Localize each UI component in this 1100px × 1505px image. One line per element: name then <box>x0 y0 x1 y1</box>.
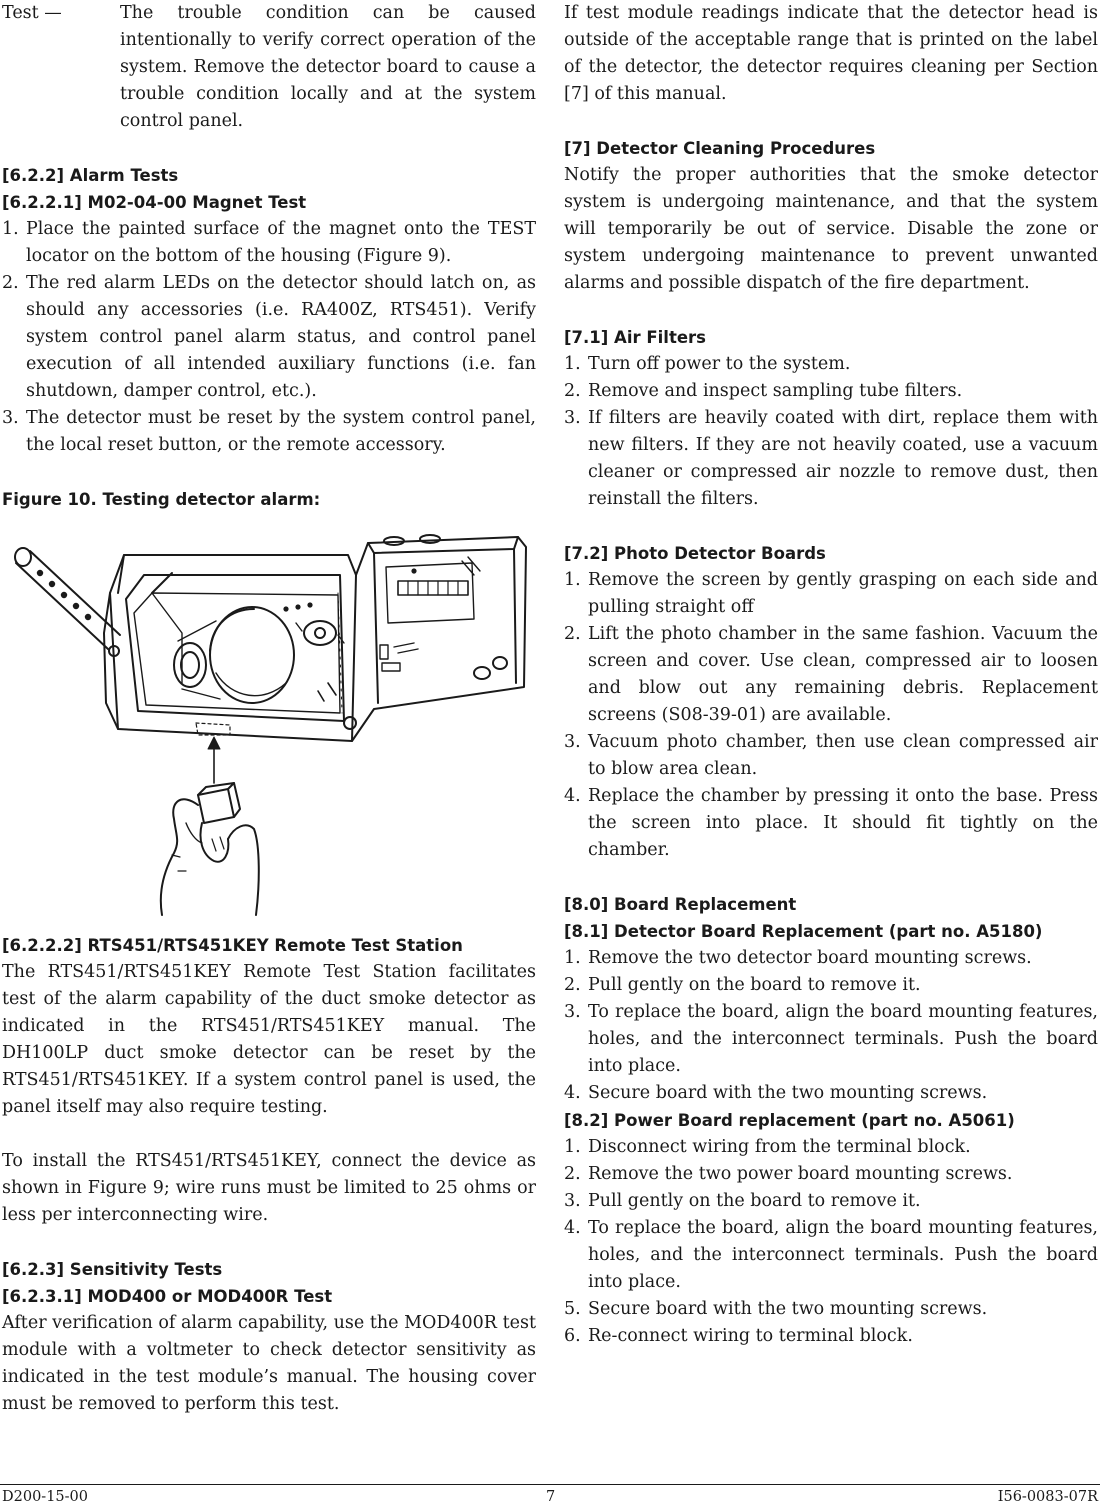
document-number: D200-15-00 <box>2 1489 89 1505</box>
test-note <box>2 0 536 135</box>
power-board-housing <box>352 535 526 741</box>
sensitivity-test-paragraph: After verification of alarm capability, use the MOD400R test module with a voltmeter to check detector sensitivity as indicated in the test module’s manual. The housing cover must be removed to perform this test. <box>2 1313 536 1414</box>
manual-number: I56-0083-07R <box>997 1489 1098 1505</box>
list-item: 2. Lift the photo chamber in the same fashion. Vacuum the screen and cover. Use clean, compressed air to loosen and blow out any remaining debris. Replacement screens (S08-39-01) are available. <box>564 624 1098 725</box>
figure-caption: Figure 10. Testing detector alarm: <box>2 490 321 509</box>
photo-detector-steps <box>564 567 1098 864</box>
list-item: 6. Re-connect wiring to terminal block. <box>564 1326 913 1346</box>
detector-alarm-test-illustration <box>2 523 536 918</box>
list-item: 2. Remove and inspect sampling tube filters. <box>564 381 963 401</box>
install-paragraph: To install the RTS451/RTS451KEY, connect the device as shown in Figure 9; wire runs must be limited to 25 ohms or less per interconnecting wire. <box>2 1151 536 1225</box>
list-item: 3. If filters are heavily coated with dirt, replace them with new filters. If they are not heavily coated, use a vacuum cleaner or compressed air nozzle to remove dust, then reinstall the filters. <box>564 408 1098 509</box>
heading-8-2: [8.2] Power Board replacement (part no. A5061) <box>564 1111 1015 1130</box>
left-column <box>2 0 536 1418</box>
right-column <box>564 0 1098 1350</box>
detector-housing <box>104 555 356 741</box>
hand-with-magnet <box>161 783 259 915</box>
list-item: 4. To replace the board, align the board mounting features, holes, and the interconnect terminals. Push the board into place. <box>564 1218 1098 1292</box>
heading-6-2-2-2: [6.2.2.2] RTS451/RTS451KEY Remote Test Station <box>2 936 463 955</box>
heading-7-2: [7.2] Photo Detector Boards <box>564 544 826 563</box>
list-item: 1. Turn off power to the system. <box>564 354 851 374</box>
list-item: 3. Vacuum photo chamber, then use clean compressed air to blow area clean. <box>564 732 1098 779</box>
heading-6-2-2-1: [6.2.2.1] M02-04-00 Magnet Test <box>2 193 307 212</box>
cleaning-paragraph: Notify the proper authorities that the smoke detector system is undergoing maintenance, and that the system will temporarily be out of service. Disable the zone or system undergoing maintenance to prevent unwanted alarms and possible dispatch of the fire department. <box>564 165 1098 293</box>
heading-7: [7] Detector Cleaning Procedures <box>564 139 876 158</box>
page-number: 7 <box>546 1489 556 1505</box>
test-module-paragraph: If test module readings indicate that the detector head is outside of the acceptable range that is printed on the label of the detector, the detector requires cleaning per Section [7] of this manual. <box>564 3 1098 104</box>
heading-6-2-2: [6.2.2] Alarm Tests <box>2 166 179 185</box>
list-item: 2. The red alarm LEDs on the detector should latch on, as should any accessories (i.e. RA400Z, RTS451). Verify system control panel alarm status, and control panel execution of all intended auxiliary functions (i.e. fan shutdown, damper control, etc.). <box>2 273 536 401</box>
heading-8-0: [8.0] Board Replacement <box>564 895 797 914</box>
list-item: 3. The detector must be reset by the system control panel, the local reset button, or the remote accessory. <box>2 408 536 455</box>
power-board-steps <box>564 1134 1098 1350</box>
air-filter-steps <box>564 351 1098 513</box>
page-footer <box>0 1484 1100 1505</box>
list-item: 4. Replace the chamber by pressing it onto the base. Press the screen into place. It should fit tightly on the chamber. <box>564 786 1098 860</box>
test-locator-indicator <box>196 723 230 783</box>
list-item: 1. Disconnect wiring from the terminal block. <box>564 1137 971 1157</box>
list-item: 2. Pull gently on the board to remove it. <box>564 975 921 995</box>
heading-7-1: [7.1] Air Filters <box>564 328 706 347</box>
heading-6-2-3-1: [6.2.3.1] MOD400 or MOD400R Test <box>2 1287 333 1306</box>
list-item: 1. Place the painted surface of the magnet onto the TEST locator on the bottom of the housing (Figure 9). <box>2 219 536 266</box>
list-item: 3. To replace the board, align the board mounting features, holes, and the interconnect terminals. Push the board into place. <box>564 1002 1098 1076</box>
heading-8-1: [8.1] Detector Board Replacement (part no. A5180) <box>564 922 1043 941</box>
magnet-test-steps <box>2 216 536 459</box>
list-item: 4. Secure board with the two mounting screws. <box>564 1083 988 1103</box>
detector-board-steps <box>564 945 1098 1107</box>
list-item: 2. Remove the two power board mounting screws. <box>564 1164 1013 1184</box>
list-item: 1. Remove the two detector board mounting screws. <box>564 948 1032 968</box>
list-item: 1. Remove the screen by gently grasping on each side and pulling straight off <box>564 570 1098 617</box>
photo-chamber <box>174 607 294 703</box>
heading-6-2-3: [6.2.3] Sensitivity Tests <box>2 1260 223 1279</box>
test-text: The trouble condition can be caused intentionally to verify correct operation of the system. Remove the detector board to cause a trouble condition locally and at the system control panel. <box>120 3 536 131</box>
remote-test-station-paragraph: The RTS451/RTS451KEY Remote Test Station facilitates test of the alarm capability of the duct smoke detector as indicated in the RTS451/RTS451KEY manual. The DH100LP duct smoke detector can be reset by the RTS451/RTS451KEY. If a system control panel is used, the panel itself may also require testing. <box>2 962 536 1117</box>
list-item: 5. Secure board with the two mounting screws. <box>564 1299 988 1319</box>
list-item: 3. Pull gently on the board to remove it. <box>564 1191 921 1211</box>
test-label: Test — <box>2 3 62 23</box>
